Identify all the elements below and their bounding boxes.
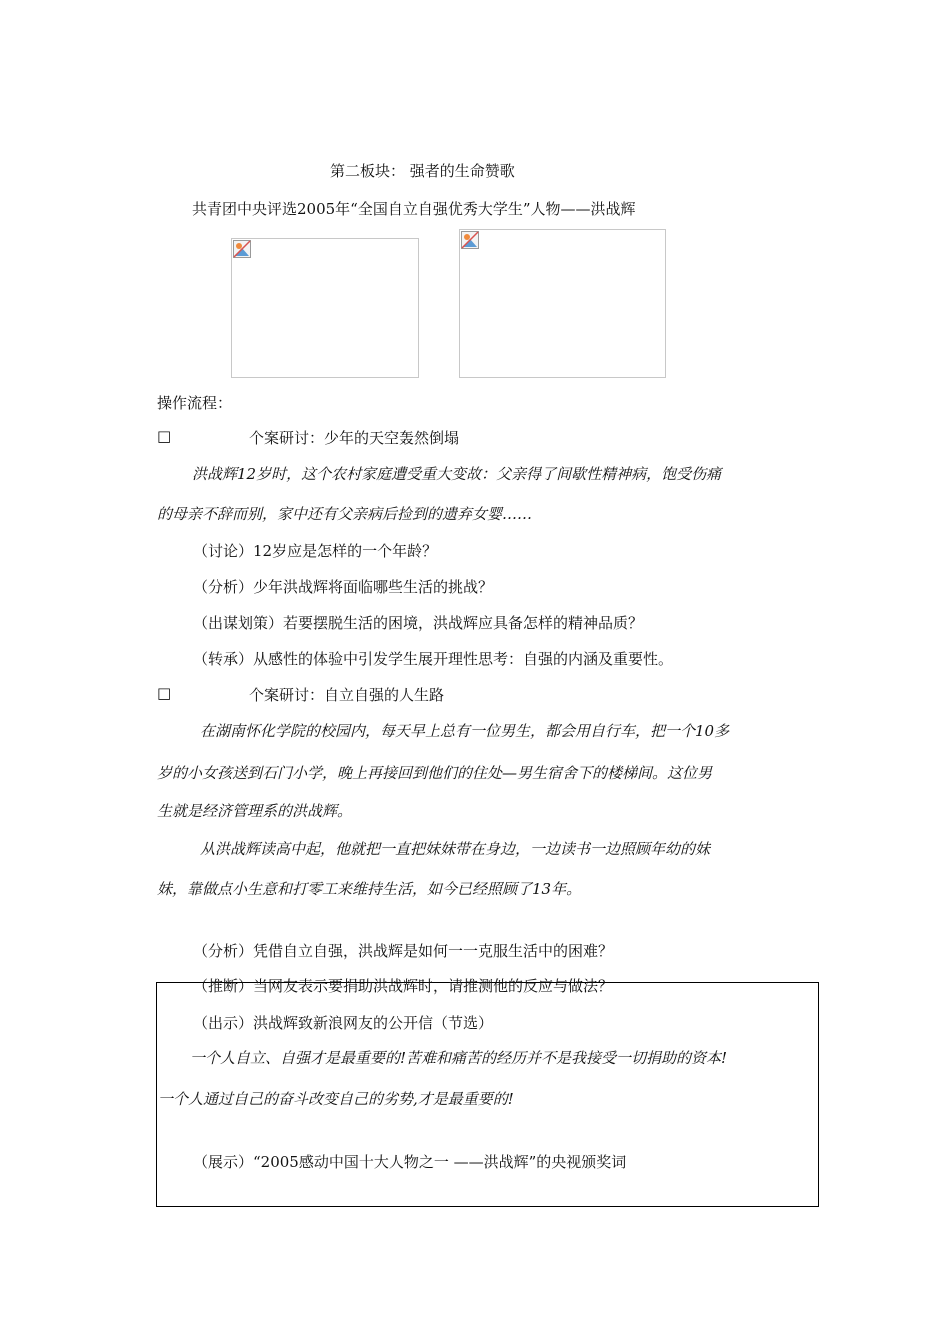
case1-checkbox: □ [157, 427, 172, 445]
case2-question-present: （展示）“2005感动中国十大人物之一 ——洪战辉”的央视颁奖词 [193, 1153, 627, 1171]
image-placeholder-right [459, 229, 666, 378]
broken-image-icon [233, 240, 251, 258]
case1-question-advise: （出谋划策）若要摆脱生活的困境，洪战辉应具备怎样的精神品质？ [193, 614, 644, 632]
case2-question-show-letter: （出示）洪战辉致新浪网友的公开信（节选） [193, 1014, 494, 1032]
case1-story-line2: 的母亲不辞而别，家中还有父亲病后捡到的遗弃女婴…… [157, 505, 533, 523]
case2-para2-line2: 妹，靠做点小生意和打零工来维持生活，如今已经照顾了13年。 [157, 880, 582, 898]
case1-question-analyze: （分析）少年洪战辉将面临哪些生活的挑战？ [193, 578, 494, 596]
case2-question-analyze: （分析）凭借自立自强，洪战辉是如何一一克服生活中的困难？ [193, 942, 614, 960]
case2-question-infer: （推断）当网友表示要捐助洪战辉时，请推测他的反应与做法？ [193, 977, 614, 995]
image-placeholder-left [231, 238, 419, 378]
case2-heading: 个案研讨：自立自强的人生路 [249, 686, 445, 704]
broken-image-icon [461, 231, 479, 249]
case1-heading: 个案研讨：少年的天空轰然倒塌 [249, 429, 460, 447]
case2-para1-line1: 在湖南怀化学院的校园内，每天早上总有一位男生，都会用自行车，把一个10多 [200, 722, 730, 740]
case2-para2-line1: 从洪战辉读高中起，他就把一直把妹妹带在身边，一边读书一边照顾年幼的妹 [200, 840, 711, 858]
quote-line1: 一个人自立、自强才是最重要的!苦难和痛苦的经历并不是我接受一切捐助的资本! [190, 1049, 728, 1067]
case2-para1-line2: 岁的小女孩送到石门小学，晚上再接回到他们的住处—男生宿舍下的楼梯间。这位男 [157, 764, 713, 782]
case2-checkbox: □ [157, 684, 172, 702]
case2-para1-line3: 生就是经济管理系的洪战辉。 [157, 802, 353, 820]
case1-question-transition: （转承）从感性的体验中引发学生展开理性思考：自强的内涵及重要性。 [193, 650, 674, 668]
case1-story-line1: 洪战辉12岁时，这个农村家庭遭受重大变故：父亲得了间歇性精神病，饱受伤痛 [192, 465, 722, 483]
quote-line2: 一个人通过自己的奋斗改变自己的劣势,才是最重要的! [158, 1090, 514, 1108]
subtitle: 共青团中央评选2005年“全国自立自强优秀大学生”人物——洪战辉 [192, 200, 636, 218]
case1-question-discuss: （讨论）12岁应是怎样的一个年龄？ [193, 542, 438, 560]
procedure-label: 操作流程： [157, 394, 233, 412]
section-title: 第二板块： 强者的生命赞歌 [330, 162, 515, 180]
